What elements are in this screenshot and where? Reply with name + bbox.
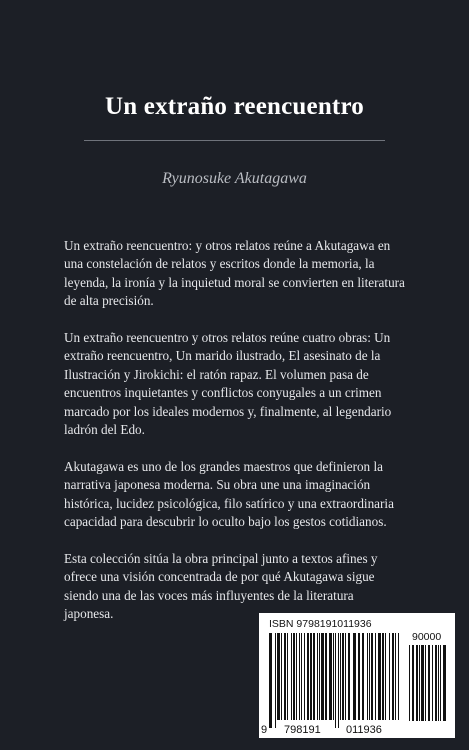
barcode-bar xyxy=(325,633,327,720)
barcode-bar xyxy=(333,633,334,720)
barcode-bar xyxy=(389,633,390,720)
barcode-bar xyxy=(319,633,320,720)
barcode-bar xyxy=(385,633,386,720)
barcode-bar xyxy=(369,633,370,720)
barcode-bar xyxy=(440,645,441,721)
description-paragraph: Un extraño reencuentro y otros relatos reúne cuatro obras: Un extraño reencuentro, Un marido ilustrado, El asesinato de la Ilustración y Jirokichi: el ratón rapaz. El volumen pasa de encuentros inquietantes y conflictos conyugales a un crimen marcado por los ideales modernos y, finalmente, al legendario ladrón del Edo. xyxy=(64,330,392,438)
barcode-bar xyxy=(395,633,396,720)
barcode-bar xyxy=(304,633,305,720)
barcode-bar xyxy=(293,633,295,720)
barcode-bar xyxy=(443,645,446,721)
barcode-bar xyxy=(421,645,424,721)
barcode-bar xyxy=(375,633,376,720)
barcode-bar xyxy=(299,633,300,720)
barcode-bar xyxy=(432,645,433,721)
isbn-barcode xyxy=(259,613,455,738)
barcode-bar xyxy=(342,633,344,720)
description-paragraph: Un extraño reencuentro: y otros relatos reúne a Akutagawa en una constelación de relatos y escritos donde la memoria, la leyenda, la ironía y la inquietud moral se convierten en literatura de alta precisión. xyxy=(64,238,405,309)
barcode-bar xyxy=(284,633,286,720)
barcode-bar xyxy=(398,633,399,720)
barcode-bar xyxy=(367,633,368,720)
barcode-bar xyxy=(338,633,339,728)
description-paragraph: Esta colección sitúa la obra principal junto a textos afines y ofrece una visión concentrada de por qué Akutagawa sigue siendo una de las voces más influyentes de la literatura japonesa. xyxy=(64,550,378,622)
barcode-bar xyxy=(438,645,439,721)
barcode-bar xyxy=(362,633,364,720)
barcode-digit-first: 9 xyxy=(261,724,268,736)
barcode-bar xyxy=(358,633,360,720)
barcode-bar xyxy=(345,633,346,720)
description-paragraph: Akutagawa es uno de los grandes maestros que definieron la narrativa japonesa moderna. Su obra une una imaginación histórica, lucidez psicológica, filo satírico y una extraordinaria capacidad para descubrir lo oculto bajo los gestos cotidianos. xyxy=(64,458,394,530)
barcode-bar xyxy=(435,645,437,721)
barcode-addon-code: 90000 xyxy=(412,631,442,643)
barcode-bar xyxy=(348,633,350,720)
barcode-bar xyxy=(301,633,302,720)
barcode-bar xyxy=(425,645,426,721)
barcode-bar xyxy=(317,633,318,720)
barcode-bar xyxy=(321,633,324,720)
barcode-bar xyxy=(392,633,394,720)
barcode-bar xyxy=(419,645,420,721)
barcode-bar xyxy=(409,645,410,721)
title-divider xyxy=(84,140,385,141)
book-description xyxy=(64,237,406,642)
barcode-bar xyxy=(428,645,430,721)
barcode-bar xyxy=(340,633,341,720)
book-author: Ryunosuke Akutagawa xyxy=(162,170,307,187)
barcode-digits-right: 011936 xyxy=(346,724,382,736)
barcode-digits xyxy=(259,724,455,736)
barcode-bar xyxy=(353,633,356,720)
book-title: Un extraño reencuentro xyxy=(105,93,364,120)
barcode-bar xyxy=(275,633,276,728)
barcode-bar xyxy=(382,633,384,720)
barcode-bar xyxy=(335,633,336,728)
barcode-bar xyxy=(277,633,280,720)
barcode-bar xyxy=(291,633,292,720)
barcode-bar xyxy=(416,645,418,721)
barcode-bar xyxy=(296,633,297,720)
barcode-addon-bars-icon xyxy=(409,645,447,729)
barcode-bars-icon xyxy=(269,633,399,728)
barcode-bar xyxy=(287,633,288,720)
isbn-label: ISBN 9798191011936 xyxy=(269,618,372,630)
barcode-bar xyxy=(281,633,282,720)
barcode-bar xyxy=(313,633,315,720)
barcode-bar xyxy=(269,633,272,728)
barcode-bar xyxy=(310,633,312,720)
barcode-bar xyxy=(378,633,381,720)
barcode-bar xyxy=(329,633,332,720)
barcode-bar xyxy=(412,645,414,721)
barcode-digits-left: 798191 xyxy=(284,724,321,736)
barcode-bar xyxy=(307,633,309,720)
barcode-bar xyxy=(371,633,373,720)
